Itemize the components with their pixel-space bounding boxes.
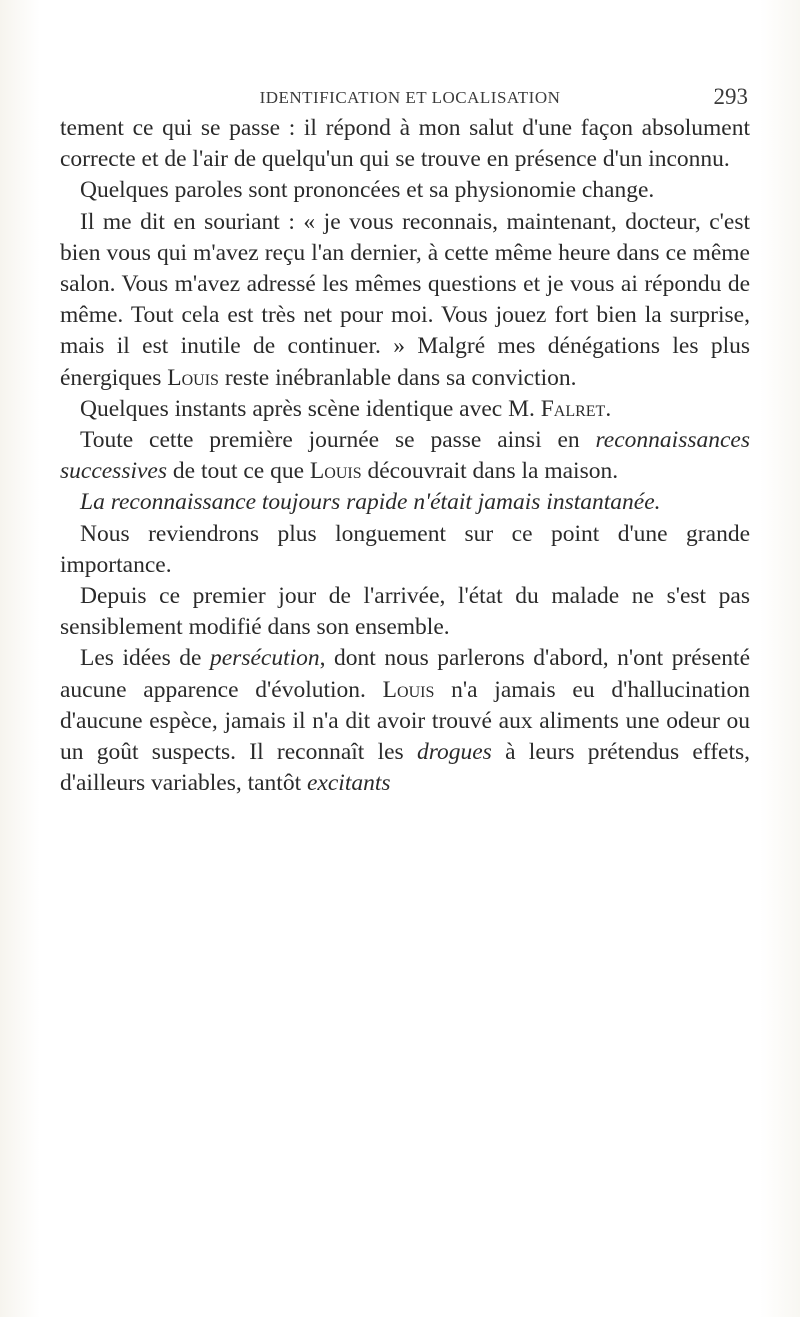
- paragraph-9-emphasis-1: persécution: [210, 645, 320, 672]
- paragraph-4: [60, 394, 750, 425]
- doctor-name: Falret: [540, 395, 606, 422]
- paragraph-5-text-b: de tout ce que: [167, 458, 310, 485]
- paragraph-5-text-a: Toute cette première journée se passe ainsi en: [80, 427, 596, 454]
- paragraph-6-emphasis: La reconnaissance toujours rapide n'était jamais instantanée.: [80, 489, 661, 516]
- paragraph-3-text-a: Il me dit en souriant : « je vous reconnais, maintenant, docteur, c'est bien vous qui m'avez reçu l'an dernier, à cette même heure dans ce même salon. Vous m'avez adressé les mêmes questions et je vous ai répondu de même. Tout cela est très net pour moi. Vous jouez fort bien la surprise, mais il est inutile de continuer. » Malgré mes dénégations les plus énergiques: [60, 208, 750, 391]
- paragraph-9-emphasis-2: drogues: [416, 739, 492, 766]
- paragraph-5-emphasis: reconnaissances successives: [60, 427, 750, 485]
- paragraph-6: [60, 487, 750, 518]
- paragraph-1: tement ce qui se passe : il répond à mon salut d'une façon absolument correcte et de l'air de quelqu'un qui se trouve en présence d'un inconnu.: [60, 115, 750, 173]
- paragraph-3: [60, 207, 750, 394]
- paragraph-4-text-b: .: [605, 395, 612, 422]
- body-text: [60, 113, 750, 799]
- paragraph-9-text-a: Les idées de: [80, 645, 210, 672]
- paragraph-5: [60, 425, 750, 487]
- paragraph-4-text-a: Quelques instants après scène identique avec M.: [80, 395, 541, 422]
- paragraph-9-text-d: à leurs prétendus effets, d'ailleurs variables, tantôt: [60, 739, 750, 797]
- page-number: 293: [713, 84, 748, 109]
- paragraph-9: [60, 643, 750, 799]
- paragraph-5-text-c: découvrait dans la maison.: [361, 458, 619, 485]
- running-title: IDENTIFICATION ET LOCALISATION: [259, 88, 561, 107]
- paragraph-8: Depuis ce premier jour de l'arrivée, l'état du malade ne s'est pas sensiblement modifié dans son ensemble.: [60, 583, 750, 641]
- patient-name: Louis: [167, 364, 219, 391]
- paragraph-9-emphasis-3: excitants: [307, 770, 391, 797]
- paragraph-9-text-c: n'a jamais eu d'hallucination d'aucune espèce, jamais il n'a dit avoir trouvé aux aliments une odeur ou un goût suspects. Il reconnaît les: [60, 676, 751, 766]
- patient-name: Louis: [309, 458, 362, 485]
- paragraph-9-text-b: , dont nous parlerons d'abord, n'ont présenté aucune apparence d'évolution.: [60, 645, 750, 703]
- paragraph-2: Quelques paroles sont prononcées et sa physionomie change.: [80, 177, 655, 204]
- paragraph-7: Nous reviendrons plus longuement sur ce point d'une grande importance.: [60, 520, 750, 578]
- paragraph-3-text-b: reste inébranlable dans sa conviction.: [218, 364, 577, 391]
- patient-name: Louis: [382, 676, 435, 703]
